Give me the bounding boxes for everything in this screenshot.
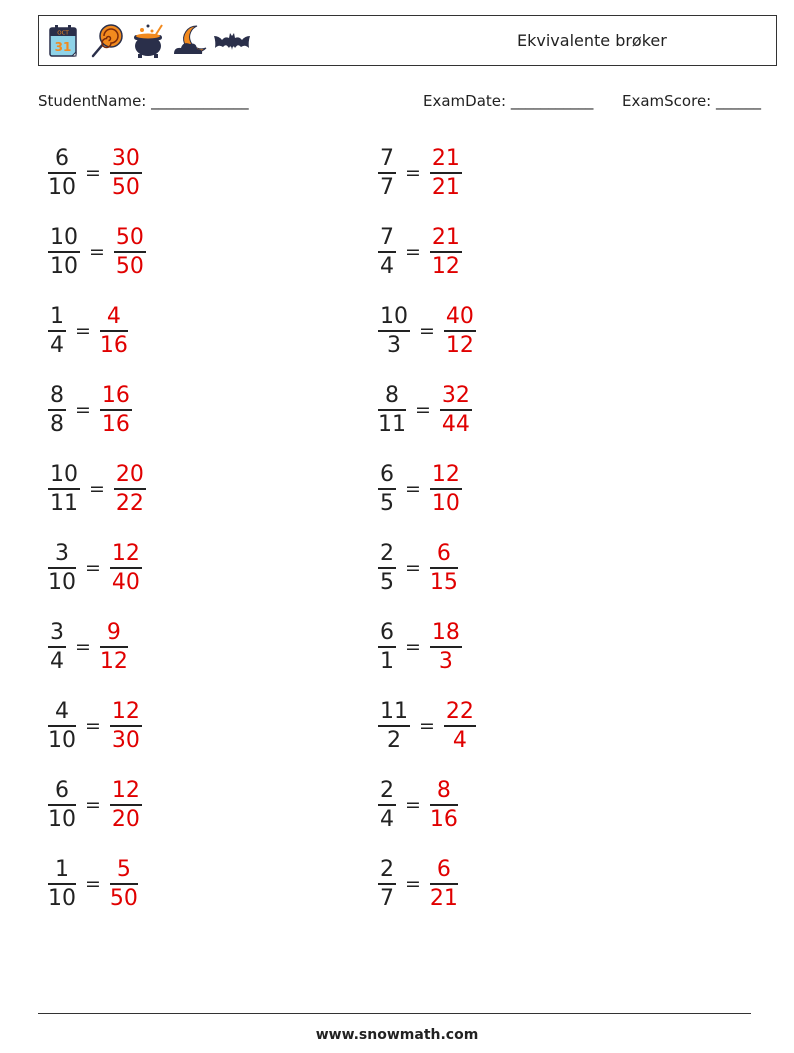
given-fraction: $\frac{3}{4}$ — [50, 620, 64, 674]
equals-sign: = — [405, 794, 421, 816]
given-fraction: $\frac{8}{8}$ — [50, 383, 64, 437]
answer-fraction: $\frac{12}{30}$ — [111, 699, 140, 753]
given-fraction: $\frac{3}{10}$ — [48, 541, 76, 595]
answer-fraction: $\frac{32}{44}$ — [441, 383, 470, 437]
problem-left-1 — [48, 142, 142, 204]
equals-sign: = — [85, 715, 101, 737]
equals-sign: = — [405, 873, 421, 895]
answer-fraction: $\frac{12}{40}$ — [111, 541, 140, 595]
equals-sign: = — [405, 478, 421, 500]
problem-left-5 — [48, 458, 146, 520]
problem-right-7 — [378, 616, 462, 678]
answer-fraction: $\frac{40}{12}$ — [445, 304, 474, 358]
given-fraction: $\frac{2}{7}$ — [380, 857, 394, 911]
given-fraction: $\frac{1}{10}$ — [48, 857, 76, 911]
equals-sign: = — [89, 478, 105, 500]
problem-left-8 — [48, 695, 142, 757]
problem-right-5 — [378, 458, 462, 520]
given-fraction: $\frac{2}{4}$ — [380, 778, 394, 832]
equals-sign: = — [75, 320, 91, 342]
footer-url[interactable]: www.snowmath.com — [315, 1027, 479, 1043]
problem-right-1 — [378, 142, 462, 204]
given-fraction: $\frac{6}{1}$ — [380, 620, 394, 674]
problem-left-6 — [48, 537, 142, 599]
given-fraction: $\frac{2}{5}$ — [380, 541, 394, 595]
problem-left-10 — [48, 853, 138, 915]
equals-sign: = — [75, 399, 91, 421]
exam-score-field[interactable]: ExamScore: ______ — [622, 92, 761, 110]
given-fraction: $\frac{10}{3}$ — [380, 304, 408, 358]
svg-text:OCT: OCT — [57, 30, 69, 37]
answer-fraction: $\frac{6}{15}$ — [429, 541, 458, 595]
given-fraction: $\frac{4}{10}$ — [48, 699, 76, 753]
equals-sign: = — [405, 162, 421, 184]
equals-sign: = — [85, 794, 101, 816]
problem-right-9 — [378, 774, 458, 836]
answer-fraction: $\frac{12}{10}$ — [431, 462, 460, 516]
equals-sign: = — [85, 873, 101, 895]
answer-fraction: $\frac{16}{16}$ — [101, 383, 130, 437]
answer-fraction: $\frac{4}{16}$ — [99, 304, 128, 358]
given-fraction: $\frac{10}{11}$ — [50, 462, 78, 516]
answer-fraction: $\frac{22}{4}$ — [445, 699, 474, 753]
problem-left-4 — [48, 379, 132, 441]
answer-fraction: $\frac{21}{21}$ — [431, 146, 460, 200]
given-fraction: $\frac{7}{4}$ — [380, 225, 394, 279]
answer-fraction: $\frac{9}{12}$ — [99, 620, 128, 674]
problem-right-4 — [378, 379, 472, 441]
answer-fraction: $\frac{18}{3}$ — [431, 620, 460, 674]
student-name-field[interactable]: StudentName: _____________ — [38, 92, 249, 110]
sheet-title: Ekvivalente brøker — [517, 31, 667, 50]
problem-left-2 — [48, 221, 146, 283]
problem-right-8 — [378, 695, 476, 757]
given-fraction: $\frac{10}{10}$ — [50, 225, 78, 279]
answer-fraction: $\frac{6}{21}$ — [429, 857, 458, 911]
given-fraction: $\frac{6}{10}$ — [48, 146, 76, 200]
equals-sign: = — [405, 636, 421, 658]
equals-sign: = — [405, 241, 421, 263]
problem-right-2 — [378, 221, 462, 283]
answer-fraction: $\frac{50}{50}$ — [115, 225, 144, 279]
problem-left-9 — [48, 774, 142, 836]
given-fraction: $\frac{6}{10}$ — [48, 778, 76, 832]
given-fraction: $\frac{11}{2}$ — [380, 699, 408, 753]
equals-sign: = — [85, 162, 101, 184]
equals-sign: = — [419, 715, 435, 737]
equals-sign: = — [89, 241, 105, 263]
problem-right-10 — [378, 853, 458, 915]
exam-date-field[interactable]: ExamDate: ___________ — [423, 92, 594, 110]
answer-fraction: $\frac{30}{50}$ — [111, 146, 140, 200]
problem-right-3 — [378, 300, 476, 362]
problem-left-3 — [48, 300, 128, 362]
equals-sign: = — [405, 557, 421, 579]
given-fraction: $\frac{8}{11}$ — [378, 383, 406, 437]
given-fraction: $\frac{6}{5}$ — [380, 462, 394, 516]
answer-fraction: $\frac{12}{20}$ — [111, 778, 140, 832]
given-fraction: $\frac{7}{7}$ — [380, 146, 394, 200]
equals-sign: = — [415, 399, 431, 421]
problem-right-6 — [378, 537, 458, 599]
footer-divider — [38, 1013, 751, 1014]
equals-sign: = — [85, 557, 101, 579]
problem-left-7 — [48, 616, 128, 678]
answer-fraction: $\frac{20}{22}$ — [115, 462, 144, 516]
svg-text:31: 31 — [54, 40, 72, 54]
given-fraction: $\frac{1}{4}$ — [50, 304, 64, 358]
answer-fraction: $\frac{21}{12}$ — [431, 225, 460, 279]
answer-fraction: $\frac{8}{16}$ — [429, 778, 458, 832]
answer-fraction: $\frac{5}{50}$ — [109, 857, 138, 911]
equals-sign: = — [75, 636, 91, 658]
equals-sign: = — [419, 320, 435, 342]
